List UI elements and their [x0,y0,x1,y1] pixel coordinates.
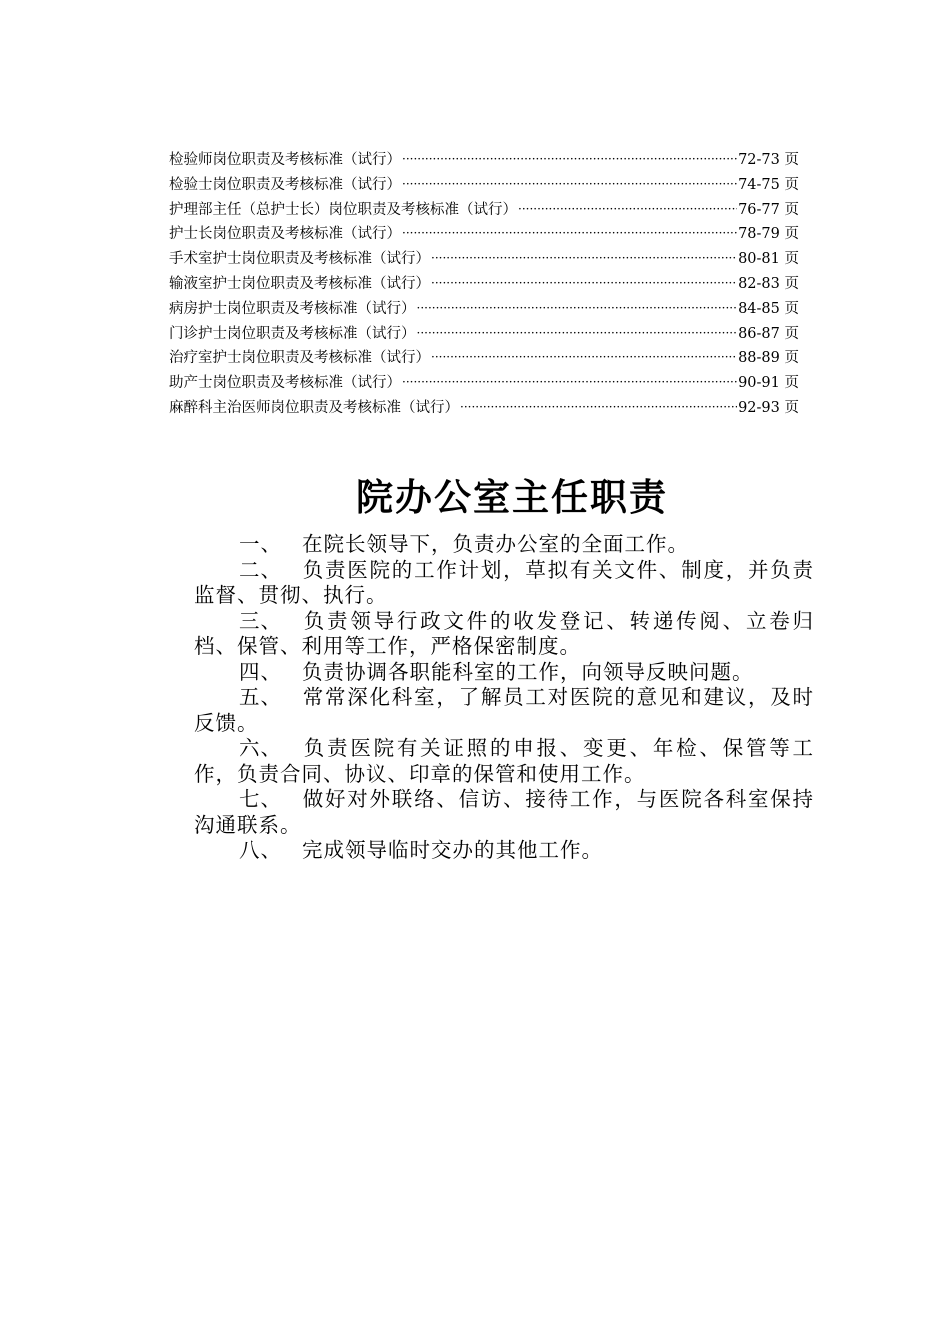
duty-text: 在院长领导下，负责办公室的全面工作。 [302,532,689,556]
toc-entry-pages: 84-85 页 [738,300,799,317]
toc-entry-title: 麻醉科主治医师岗位职责及考核标准（试行） [169,399,459,416]
toc-entry-pages: 74-75 页 [738,176,799,193]
duty-item [194,736,814,787]
toc-entry[interactable] [169,297,799,322]
duty-item [194,838,814,864]
toc-entry[interactable] [169,322,799,347]
toc-entry-title: 检验师岗位职责及考核标准（试行） [169,152,401,168]
duty-text: 做好对外联络、信访、接待工作，与医院各科室保持沟通联系。 [194,787,814,837]
toc-entry-title: 治疗室护士岗位职责及考核标准（试行） [169,350,430,367]
toc-leader-dots [431,345,737,370]
toc-leader-dots [402,221,737,246]
toc-entry[interactable] [169,272,799,297]
toc-entry-title: 检验士岗位职责及考核标准（试行） [169,176,401,193]
toc-leader-dots [518,197,737,222]
toc-leader-dots [402,172,737,197]
toc-entry-pages: 92-93 页 [738,399,799,416]
toc-entry-pages: 78-79 页 [738,226,799,243]
toc-entry-title: 护士长岗位职责及考核标准（试行） [169,226,401,243]
duties-list [194,532,814,864]
table-of-contents [169,148,799,421]
duty-number: 三、 [239,608,282,633]
duty-number: 七、 [239,787,282,811]
toc-entry[interactable] [169,173,799,198]
toc-entry-pages: 72-73 页 [738,152,799,168]
duty-number: 八、 [239,838,282,862]
toc-entry-title: 病房护士岗位职责及考核标准（试行） [169,300,416,317]
toc-entry-title: 助产士岗位职责及考核标准（试行） [169,375,401,392]
toc-leader-dots [460,395,737,420]
duty-text: 负责医院有关证照的申报、变更、年检、保管等工作，负责合同、协议、印章的保管和使用工作。 [194,736,814,786]
toc-entry[interactable] [169,247,799,272]
toc-entry-pages: 88-89 页 [738,350,799,367]
duty-number: 二、 [239,557,282,582]
toc-leader-dots [431,246,737,271]
toc-entry[interactable] [169,148,799,173]
duty-number: 四、 [239,659,282,684]
duty-item [194,609,814,660]
toc-entry[interactable] [169,198,799,223]
duty-text: 负责医院的工作计划，草拟有关文件、制度，并负责监督、贯彻、执行。 [194,557,814,607]
toc-entry-pages: 86-87 页 [738,325,799,342]
duty-item [194,660,814,686]
toc-leader-dots [402,370,737,395]
toc-leader-dots [431,271,737,296]
toc-entry-title: 护理部主任（总护士长）岗位职责及考核标准（试行） [169,201,517,218]
toc-entry[interactable] [169,371,799,396]
duty-number: 一、 [239,532,282,556]
toc-leader-dots [417,321,738,346]
toc-entry-pages: 76-77 页 [738,201,799,218]
duty-number: 六、 [239,736,282,760]
toc-entry-pages: 82-83 页 [738,275,799,292]
duty-item [194,787,814,838]
duty-number: 五、 [239,685,282,709]
toc-entry-pages: 80-81 页 [738,251,799,268]
duty-text: 完成领导临时交办的其他工作。 [302,838,603,862]
section-title: 院办公室主任职责 [356,474,668,519]
toc-leader-dots [417,296,738,321]
toc-entry-pages: 90-91 页 [738,375,799,392]
toc-entry[interactable] [169,222,799,247]
duty-text: 常常深化科室，了解员工对医院的意见和建议，及时反馈。 [194,685,814,735]
duty-item [194,558,814,609]
duty-text: 负责协调各职能科室的工作，向领导反映问题。 [302,659,754,684]
toc-entry-title: 门诊护士岗位职责及考核标准（试行） [169,325,416,342]
toc-entry-title: 输液室护士岗位职责及考核标准（试行） [169,275,430,292]
toc-entry-title: 手术室护士岗位职责及考核标准（试行） [169,251,430,268]
duty-item [194,685,814,736]
duty-text: 负责领导行政文件的收发登记、转递传阅、立卷归档、保管、利用等工作，严格保密制度。 [194,608,814,658]
duty-item [194,532,814,558]
toc-leader-dots [402,147,737,172]
toc-entry[interactable] [169,346,799,371]
toc-entry[interactable] [169,396,799,421]
